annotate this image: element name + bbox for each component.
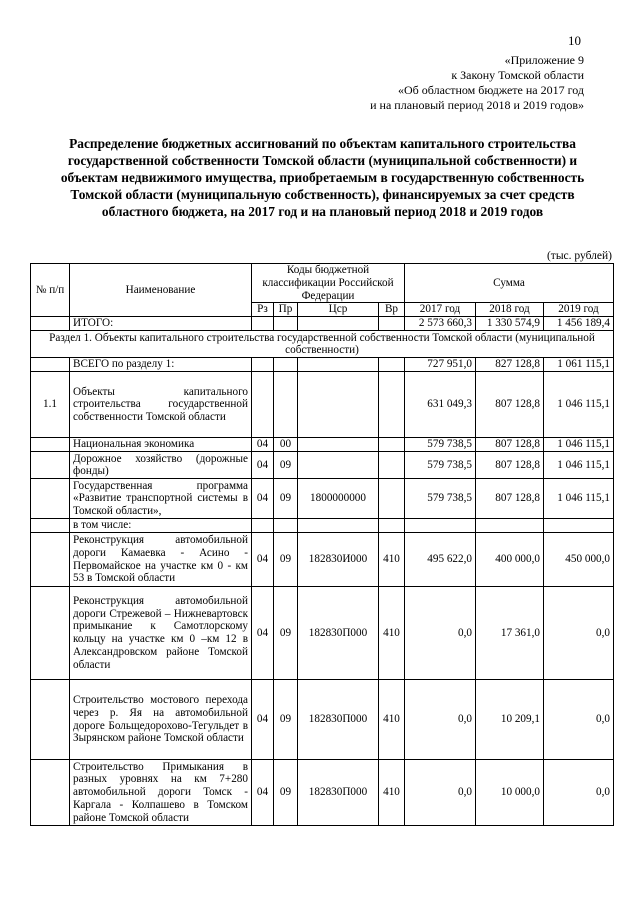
row-pr: 09 — [274, 760, 298, 826]
budget-table — [30, 263, 614, 826]
row-rz: 04 — [252, 760, 274, 826]
section-row — [31, 331, 614, 358]
total-label: ИТОГО: — [70, 317, 252, 331]
table-row — [31, 372, 614, 438]
col-header-name: Наименование — [70, 264, 252, 317]
col-header-num: № п/п — [31, 264, 70, 317]
row-2018: 807 128,8 — [476, 479, 544, 519]
row-name: Строительство мостового перехода через р. Яя на автомобильной дороге Больщедорохово-Тегульдет в Зырянском районе Томской области — [70, 680, 252, 760]
row-2018: 10 209,1 — [476, 680, 544, 760]
row-2017: 0,0 — [405, 587, 476, 680]
table-row — [31, 760, 614, 826]
row-rz — [252, 372, 274, 438]
row-name: Объекты капитального строительства государственной собственности Томской области — [70, 372, 252, 438]
row-2017: 579 738,5 — [405, 438, 476, 452]
row-2017: 631 049,3 — [405, 372, 476, 438]
row-rz: 04 — [252, 587, 274, 680]
row-vr — [379, 358, 405, 372]
row-num — [31, 452, 70, 479]
row-2018: 10 000,0 — [476, 760, 544, 826]
row-pr: 09 — [274, 680, 298, 760]
section-title: Раздел 1. Объекты капитального строительства государственной собственности Томской области (муниципальной собственности) — [31, 331, 614, 358]
col-header-pr: Пр — [274, 303, 298, 317]
col-header-csr: Цср — [298, 303, 379, 317]
row-2019: 0,0 — [544, 760, 614, 826]
row-2019: 1 046 115,1 — [544, 479, 614, 519]
row-2018: 807 128,8 — [476, 372, 544, 438]
total-2017: 2 573 660,3 — [405, 317, 476, 331]
row-name: Реконструкция автомобильной дороги Камаевка - Асино - Первомайское на участке км 0 - км 53 в Томской области — [70, 533, 252, 587]
row-2017: 0,0 — [405, 760, 476, 826]
row-pr — [274, 372, 298, 438]
row-2019: 1 046 115,1 — [544, 452, 614, 479]
row-name: Национальная экономика — [70, 438, 252, 452]
row-num — [31, 358, 70, 372]
total-2019: 1 456 189,4 — [544, 317, 614, 331]
col-header-codes: Коды бюджетной классификации Российской Федерации — [252, 264, 405, 303]
col-header-2017: 2017 год — [405, 303, 476, 317]
row-pr: 09 — [274, 479, 298, 519]
row-2019: 1 046 115,1 — [544, 438, 614, 452]
row-2017: 579 738,5 — [405, 479, 476, 519]
row-num: 1.1 — [31, 372, 70, 438]
row-vr: 410 — [379, 587, 405, 680]
row-csr: 182830П000 — [298, 760, 379, 826]
row-pr — [274, 358, 298, 372]
row-num — [31, 533, 70, 587]
row-num — [31, 438, 70, 452]
row-pr: 09 — [274, 533, 298, 587]
row-name: Строительство Примыкания в разных уровнях на км 7+280 автомобильной дороги Томск - Каргала - Колпашево в Томском районе Томской области — [70, 760, 252, 826]
row-2019: 0,0 — [544, 680, 614, 760]
row-rz: 04 — [252, 452, 274, 479]
row-vr — [379, 438, 405, 452]
row-csr: 182830П000 — [298, 587, 379, 680]
row-vr — [379, 519, 405, 533]
page-number: 10 — [568, 33, 581, 48]
row-2017: 727 951,0 — [405, 358, 476, 372]
row-pr — [274, 519, 298, 533]
row-rz — [252, 358, 274, 372]
col-header-vr: Вр — [379, 303, 405, 317]
row-2019: 0,0 — [544, 587, 614, 680]
row-2019: 1 046 115,1 — [544, 372, 614, 438]
row-csr: 1800000000 — [298, 479, 379, 519]
row-vr: 410 — [379, 533, 405, 587]
row-csr — [298, 519, 379, 533]
row-2018: 807 128,8 — [476, 452, 544, 479]
appendix-header — [370, 53, 584, 113]
row-rz — [252, 519, 274, 533]
row-csr — [298, 452, 379, 479]
table-row — [31, 479, 614, 519]
row-name: Дорожное хозяйство (дорожные фонды) — [70, 452, 252, 479]
row-name: в том числе: — [70, 519, 252, 533]
row-2017: 495 622,0 — [405, 533, 476, 587]
row-2019 — [544, 519, 614, 533]
row-rz: 04 — [252, 533, 274, 587]
row-csr — [298, 438, 379, 452]
row-2017: 579 738,5 — [405, 452, 476, 479]
unit-note: (тыс. рублей) — [546, 250, 612, 262]
row-2018: 807 128,8 — [476, 438, 544, 452]
total-2018: 1 330 574,9 — [476, 317, 544, 331]
table-row — [31, 358, 614, 372]
row-vr — [379, 452, 405, 479]
row-2018: 17 361,0 — [476, 587, 544, 680]
table-row — [31, 533, 614, 587]
row-num — [31, 760, 70, 826]
row-name: Государственная программа «Развитие транспортной системы в Томской области», — [70, 479, 252, 519]
row-2019: 1 061 115,1 — [544, 358, 614, 372]
row-vr — [379, 479, 405, 519]
row-2017 — [405, 519, 476, 533]
row-csr: 182830И000 — [298, 533, 379, 587]
header-row-top — [31, 264, 614, 303]
row-csr — [298, 372, 379, 438]
row-rz: 04 — [252, 438, 274, 452]
row-num — [31, 587, 70, 680]
row-vr: 410 — [379, 680, 405, 760]
appendix-line-4: и на плановый период 2018 и 2019 годов» — [370, 98, 584, 112]
row-csr: 182830П000 — [298, 680, 379, 760]
table-row — [31, 452, 614, 479]
row-2017: 0,0 — [405, 680, 476, 760]
row-num — [31, 479, 70, 519]
row-vr — [379, 372, 405, 438]
document-title: Распределение бюджетных ассигнований по объектам капитального строительства государственной собственности Томской области (муниципальной собственности) и объектам недвижимого имущества, приобретаемым в государственную собственность Томской области (муниципальную собственность), финансируемых за счет средств областного бюджета, на 2017 год и на плановый период 2018 и 2019 годов — [60, 136, 585, 219]
appendix-line-3: «Об областном бюджете на 2017 год — [398, 83, 584, 97]
row-pr: 00 — [274, 438, 298, 452]
row-pr: 09 — [274, 452, 298, 479]
row-2018: 400 000,0 — [476, 533, 544, 587]
appendix-line-2: к Закону Томской области — [451, 68, 584, 82]
row-name: Реконструкция автомобильной дороги Стрежевой – Нижневартовск примыкание к Самотлорскому кольцу на участке км 0 –км 12 в Александровском районе Томской области — [70, 587, 252, 680]
col-header-2018: 2018 год — [476, 303, 544, 317]
row-2019: 450 000,0 — [544, 533, 614, 587]
table-row — [31, 438, 614, 452]
row-num — [31, 519, 70, 533]
row-pr: 09 — [274, 587, 298, 680]
appendix-line-1: «Приложение 9 — [504, 53, 584, 67]
row-name: ВСЕГО по разделу 1: — [70, 358, 252, 372]
row-csr — [298, 358, 379, 372]
col-header-2019: 2019 год — [544, 303, 614, 317]
row-rz: 04 — [252, 479, 274, 519]
col-header-sum: Сумма — [405, 264, 614, 303]
col-header-rz: Рз — [252, 303, 274, 317]
row-2018 — [476, 519, 544, 533]
total-row — [31, 317, 614, 331]
table-row — [31, 519, 614, 533]
row-num — [31, 680, 70, 760]
row-2018: 827 128,8 — [476, 358, 544, 372]
table-row — [31, 680, 614, 760]
table-row — [31, 587, 614, 680]
row-rz: 04 — [252, 680, 274, 760]
row-vr: 410 — [379, 760, 405, 826]
